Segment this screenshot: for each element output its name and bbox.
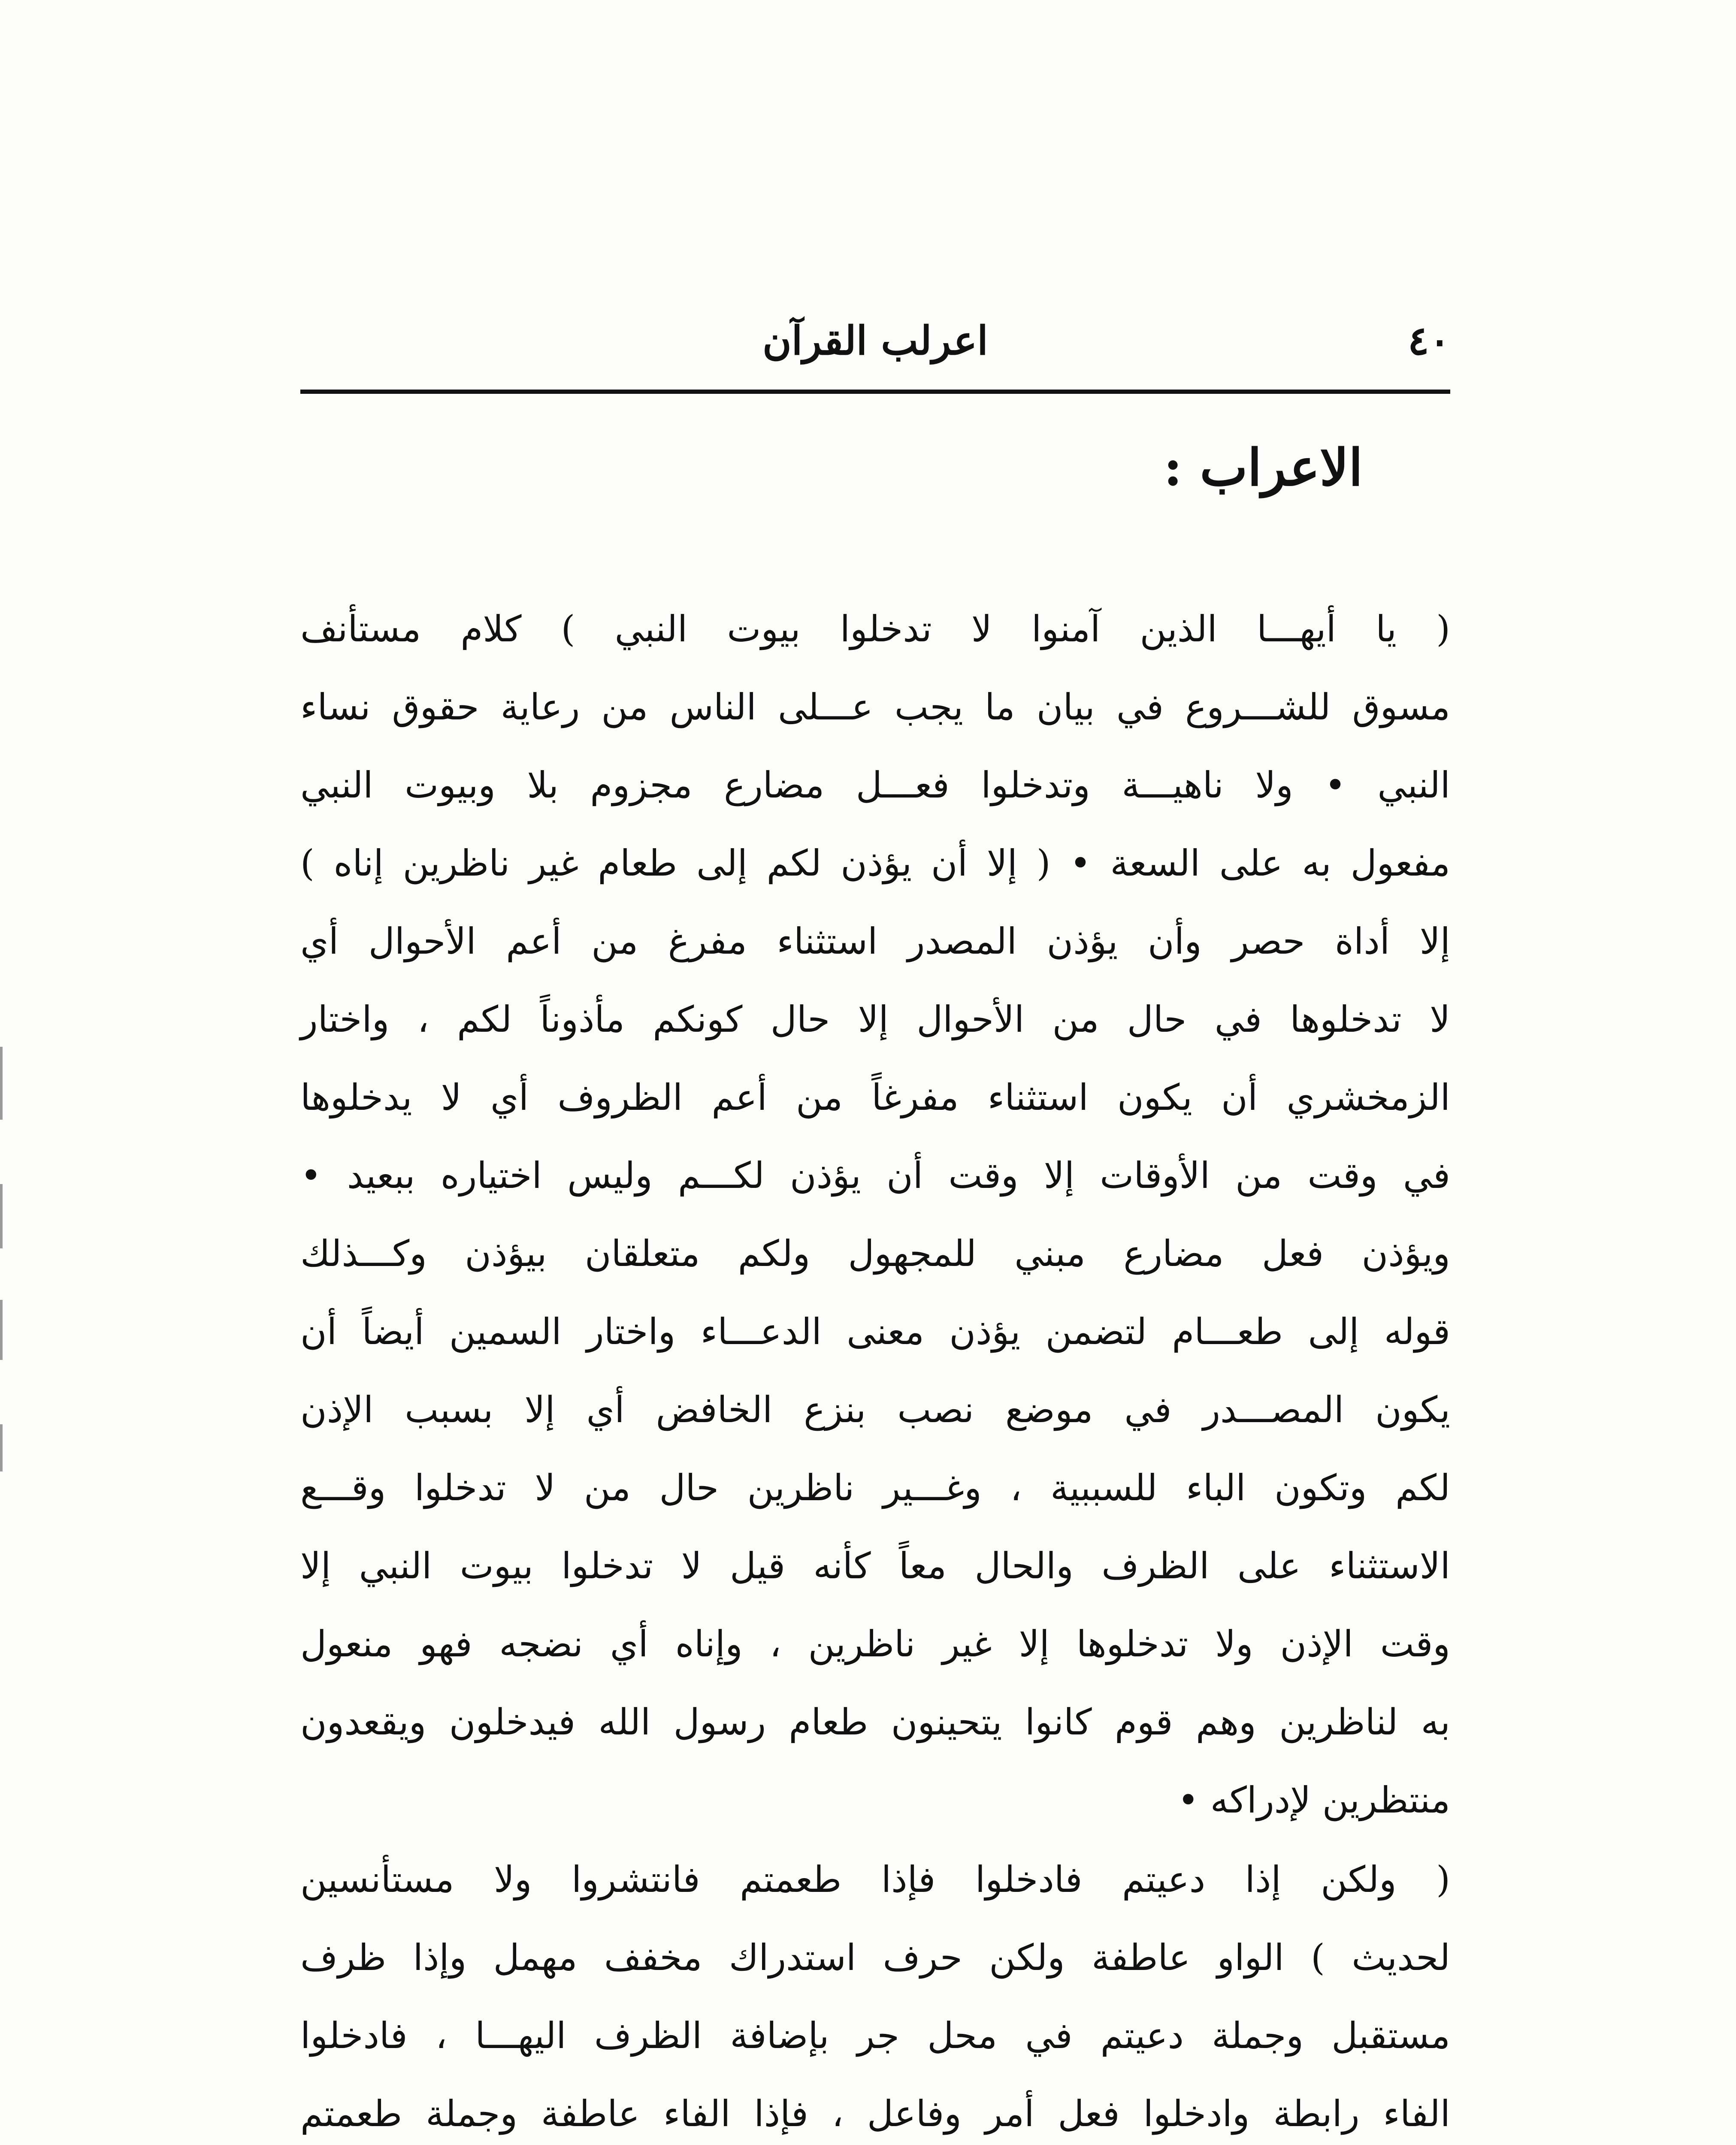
text-line: منتظرين لإدراكه • [1177, 1779, 1450, 1821]
text-line: ( ولكن إذا دعيتم فادخلوا فإذا طعمتم فانتشروا ولا مستأنسين [300, 1858, 1450, 1900]
text-line: في وقت من الأوقات إلا وقت أن يؤذن لكـــم وليس اختياره ببعيد • [300, 1154, 1450, 1196]
text-line: الاستثناء على الظرف والحال معاً كأنه قيل لا تدخلوا بيوت النبي إلا [300, 1545, 1450, 1587]
text-line: لكم وتكون الباء للسببية ، وغـــير ناظرين حال من لا تدخلوا وقـــع [300, 1467, 1450, 1509]
text-line: ( يا أيهـــا الذين آمنوا لا تدخلوا بيوت النبي ) كلام مستأنف [300, 608, 1450, 650]
scan-margin-mark [0, 1424, 3, 1471]
scan-margin-mark [0, 1047, 3, 1120]
text-line: لا تدخلوها في حال من الأحوال إلا حال كونكم مأذوناً لكم ، واختار [300, 998, 1450, 1040]
scan-margin-mark [0, 1300, 3, 1360]
text-line: به لناظرين وهم قوم كانوا يتحينون طعام رسول الله فيدخلون ويقعدون [300, 1701, 1450, 1743]
text-line: مستقبل وجملة دعيتم في محل جر بإضافة الظرف اليهـــا ، فادخلوا [300, 2015, 1450, 2057]
header-rule [300, 390, 1450, 394]
paragraph [300, 590, 1450, 1839]
text-line: يكون المصـــدر في موضع نصب بنزع الخافض أي إلا بسبب الإذن [300, 1389, 1451, 1431]
section-heading: الاعراب : [1163, 438, 1363, 497]
paragraph [300, 1840, 1450, 2145]
book-title: اعرلب القرآن [762, 317, 988, 364]
text-line: الفاء رابطة وادخلوا فعل أمر وفاعل ، فإذا الفاء عاطفة وجملة طعمتم [300, 2093, 1450, 2135]
text-line: إلا أداة حصر وأن يؤذن المصدر استثناء مفرغ من أعم الأحوال أي [300, 920, 1450, 962]
text-line: وقت الإذن ولا تدخلوها إلا غير ناظرين ، وإناه أي نضجه فهو منعول [300, 1623, 1450, 1665]
text-line: لحديث ) الواو عاطفة ولكن حرف استدراك مخفف مهمل وإذا ظرف [300, 1937, 1450, 1979]
scan-margin-mark [0, 1184, 3, 1248]
text-line: النبي • ولا ناهيـــة وتدخلوا فعـــل مضارع مجزوم بلا وبيوت النبي [300, 764, 1450, 806]
text-line: ويؤذن فعل مضارع مبني للمجهول ولكم متعلقان بيؤذن وكـــذلك [300, 1233, 1450, 1275]
running-header [300, 309, 1450, 373]
text-line: مفعول به على السعة • ( إلا أن يؤذن لكم إلى طعام غير ناظرين إناه ) [300, 842, 1450, 884]
text-line: قوله إلى طعـــام لتضمن يؤذن معنى الدعـــاء واختار السمين أيضاً أن [300, 1311, 1450, 1353]
text-line: مسوق للشـــروع في بيان ما يجب عـــلى الناس من رعاية حقوق نساء [300, 686, 1450, 728]
text-line: الزمخشري أن يكون استثناء مفرغاً من أعم الظروف أي لا يدخلوها [300, 1076, 1450, 1118]
page-number: ٤٠ [1408, 317, 1450, 364]
